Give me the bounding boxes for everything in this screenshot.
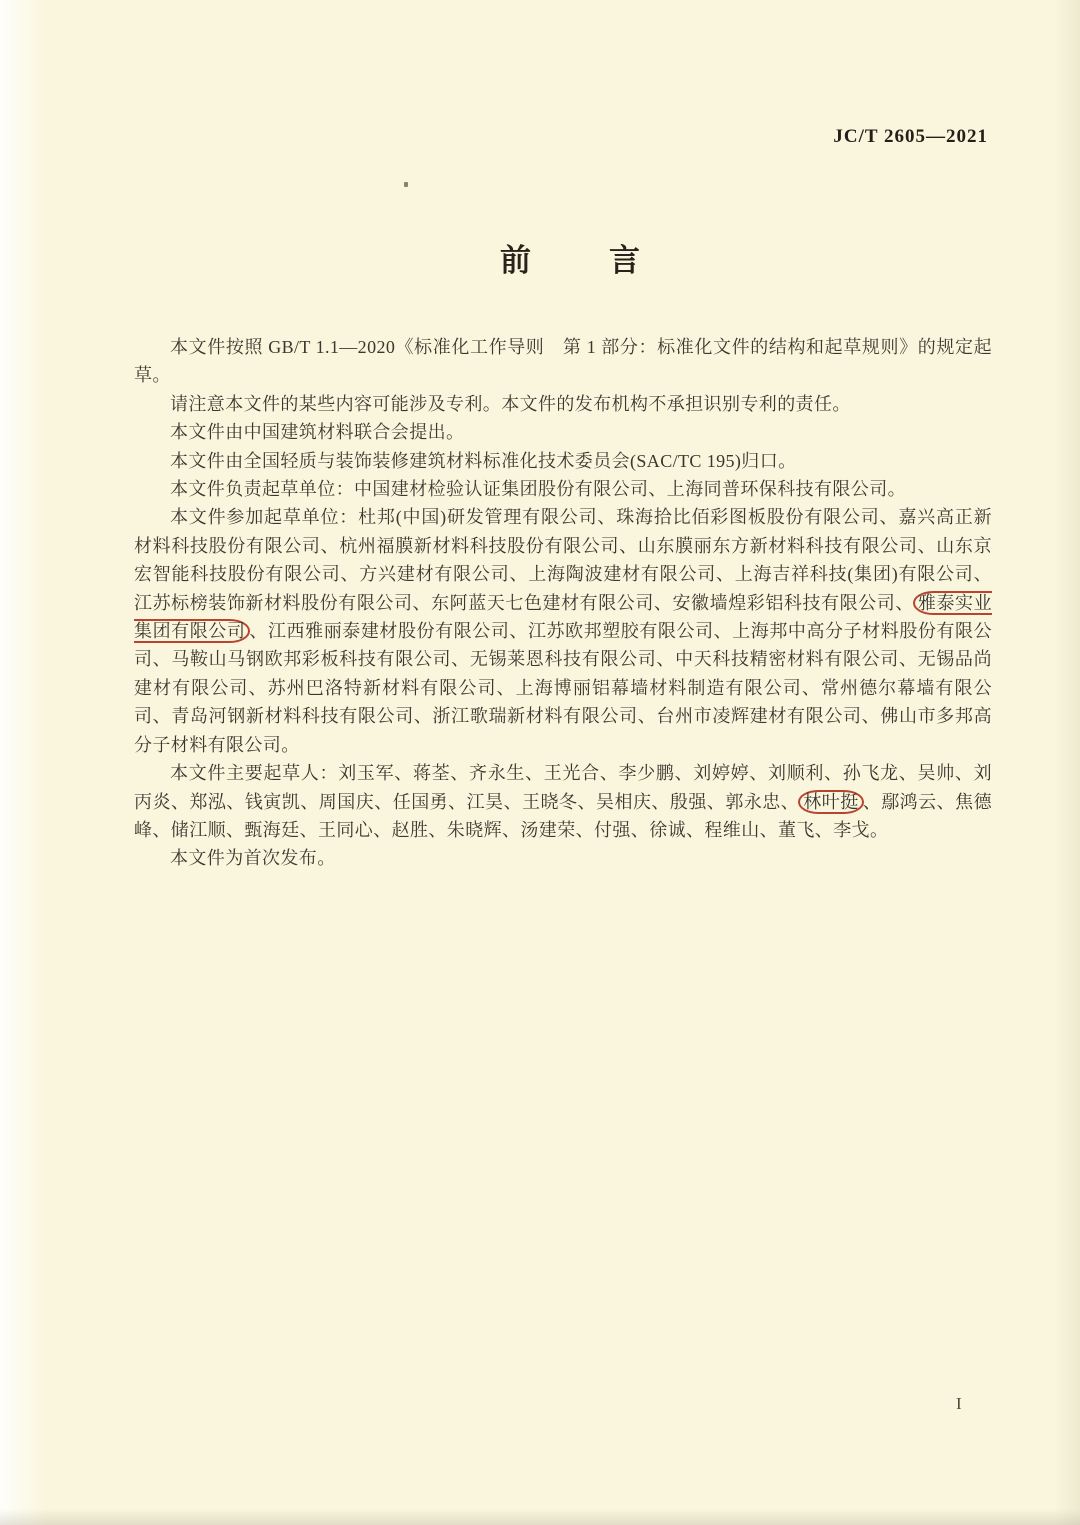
paragraph-participating-units — [134, 503, 992, 759]
paragraph-proposed-by — [134, 418, 992, 446]
scan-edge-right — [1054, 0, 1080, 1525]
page-title — [0, 235, 1080, 280]
text-segment: 本文件主要起草人：刘玉军、蒋荃、齐永生、王光合、李少鹏、刘婷婷、刘顺利、孙飞龙、吴帅、刘丙炎、郑泓、钱寅凯、周国庆、任国勇、江昊、王晓冬、吴相庆、殷强、郭永忠、 — [134, 763, 992, 812]
paragraph-first-issue — [134, 844, 992, 872]
text-segment: 本文件参加起草单位：杜邦(中国)研发管理有限公司、珠海拾比佰彩图板股份有限公司、嘉兴高正新材料科技股份有限公司、杭州福膜新材料科技股份有限公司、山东膜丽东方新材料科技有限公司、山东京宏智能科技股份有限公司、方兴建材有限公司、上海陶波建材有限公司、上海吉祥科技(集团)有限公司、江苏标榜装饰新材料股份有限公司、东阿蓝天七色建材有限公司、安徽墙煌彩铝科技有限公司、 — [134, 507, 992, 613]
scan-edge-left — [0, 0, 46, 1525]
paragraph-scope — [134, 333, 992, 390]
text-segment: 本文件为首次发布。 — [170, 848, 336, 869]
text-segment: 、鄢鸿云、焦德峰、储江顺、甄海廷、王同心、赵胜、朱晓辉、汤建荣、付强、徐诚、程维山、董飞、李戈。 — [134, 791, 992, 840]
document-number: JC/T 2605—2021 — [833, 126, 988, 147]
paragraph-patent-notice — [134, 390, 992, 418]
page-title-char-2: 言 — [609, 243, 640, 278]
page-number: I — [956, 1394, 962, 1413]
scan-edge-bottom — [0, 1509, 1080, 1525]
red-circle-annotation: 雅泰实业集团有限公司 — [134, 592, 992, 642]
text-segment: 请注意本文件的某些内容可能涉及专利。本文件的发布机构不承担识别专利的责任。 — [170, 393, 851, 414]
text-segment: 本文件由全国轻质与装饰装修建筑材料标准化技术委员会(SAC/TC 195)归口。 — [170, 450, 797, 471]
text-segment: 、江西雅丽泰建材股份有限公司、江苏欧邦塑胶有限公司、上海邦中高分子材料股份有限公司、马鞍山马钢欧邦彩板科技有限公司、无锡莱恩科技有限公司、中天科技精密材料有限公司、无锡品尚建材有限公司、苏州巴洛特新材料有限公司、上海博丽铝幕墙材料制造有限公司、常州德尔幕墙有限公司、青岛河钢新材料科技有限公司、浙江歌瑞新材料有限公司、台州市凌辉建材有限公司、佛山市多邦高分子材料有限公司。 — [134, 621, 992, 755]
paragraph-chief-drafting-units — [134, 475, 992, 503]
scan-speck — [404, 182, 408, 187]
foreword-body — [134, 333, 992, 873]
page-title-char-1: 前 — [500, 243, 531, 278]
red-circle-annotation: 林叶挺 — [798, 790, 863, 814]
text-segment: 本文件按照 GB/T 1.1—2020《标准化工作导则 第 1 部分：标准化文件的结构和起草规则》的规定起草。 — [134, 337, 992, 386]
text-segment: 本文件由中国建筑材料联合会提出。 — [170, 422, 465, 443]
paragraph-centralized-by — [134, 447, 992, 475]
text-segment: 本文件负责起草单位：中国建材检验认证集团股份有限公司、上海同普环保科技有限公司。 — [170, 479, 906, 500]
paragraph-main-drafters — [134, 759, 992, 844]
